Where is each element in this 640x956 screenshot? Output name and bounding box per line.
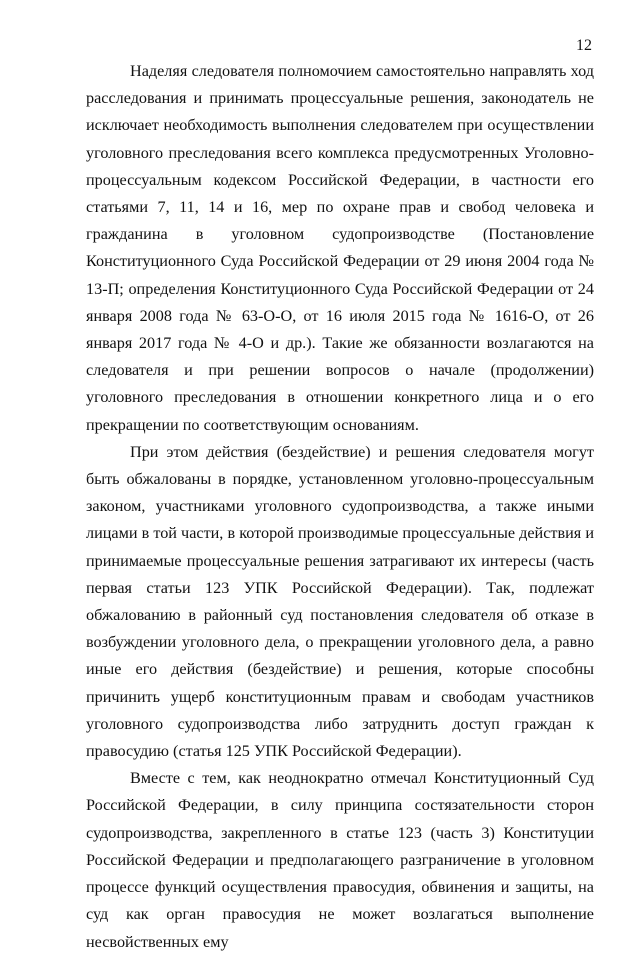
- body-text: [86, 58, 594, 956]
- paragraph-adversarial-principle: Вместе с тем, как неоднократно отмечал Конституционный Суд Российской Федерации, в силу принципа состязательности сторон судопроизводства, закрепленного в статье 123 (часть 3) Конституции Российской Федерации и предполагающего разграничение в уголовном процессе функций осуществления правосудия, обвинения и защиты, на суд как орган правосудия не может возлагаться выполнение несвойственных ему: [86, 769, 594, 951]
- page-number: 12: [576, 37, 592, 54]
- paragraph-appeal-of-actions: При этом действия (бездействие) и решения следователя могут быть обжалованы в порядке, установленном уголовно-процессуальным законом, участниками уголовного судопроизводства, а также иными лицами в той части, в которой производимые процессуальные действия и принимаемые процессуальные решения затрагивают их интересы (часть первая статьи 123 УПК Российской Федерации). Так, подлежат обжалованию в районный суд постановления следователя об отказе в возбуждении уголовного дела, о прекращении уголовного дела, а равно иные его действия (бездействие) и решения, которые способны причинить ущерб конституционным правам и свободам участников уголовного судопроизводства либо затруднить доступ граждан к правосудию (статья 125 УПК Российской Федерации).: [86, 442, 594, 761]
- paragraph-investigator-powers: Наделяя следователя полномочием самостоятельно направлять ход расследования и принимать процессуальные решения, законодатель не исключает необходимость выполнения следователем при осуществлении уголовного преследования всего комплекса предусмотренных Уголовно-процессуальным кодексом Российской Федерации, в частности его статьями 7, 11, 14 и 16, мер по охране прав и свобод человека и гражданина в уголовном судопроизводстве (Постановление Конституционного Суда Российской Федерации от 29 июня 2004 года № 13-П; определения Конституционного Суда Российской Федерации от 24 января 2008 года № 63-О-О, от 16 июля 2015 года № 1616-О, от 26 января 2017 года № 4-О и др.). Такие же обязанности возлагаются на следователя и при решении вопросов о начале (продолжении) уголовного преследования в отношении конкретного лица и о его прекращении по соответствующим основаниям.: [86, 62, 594, 434]
